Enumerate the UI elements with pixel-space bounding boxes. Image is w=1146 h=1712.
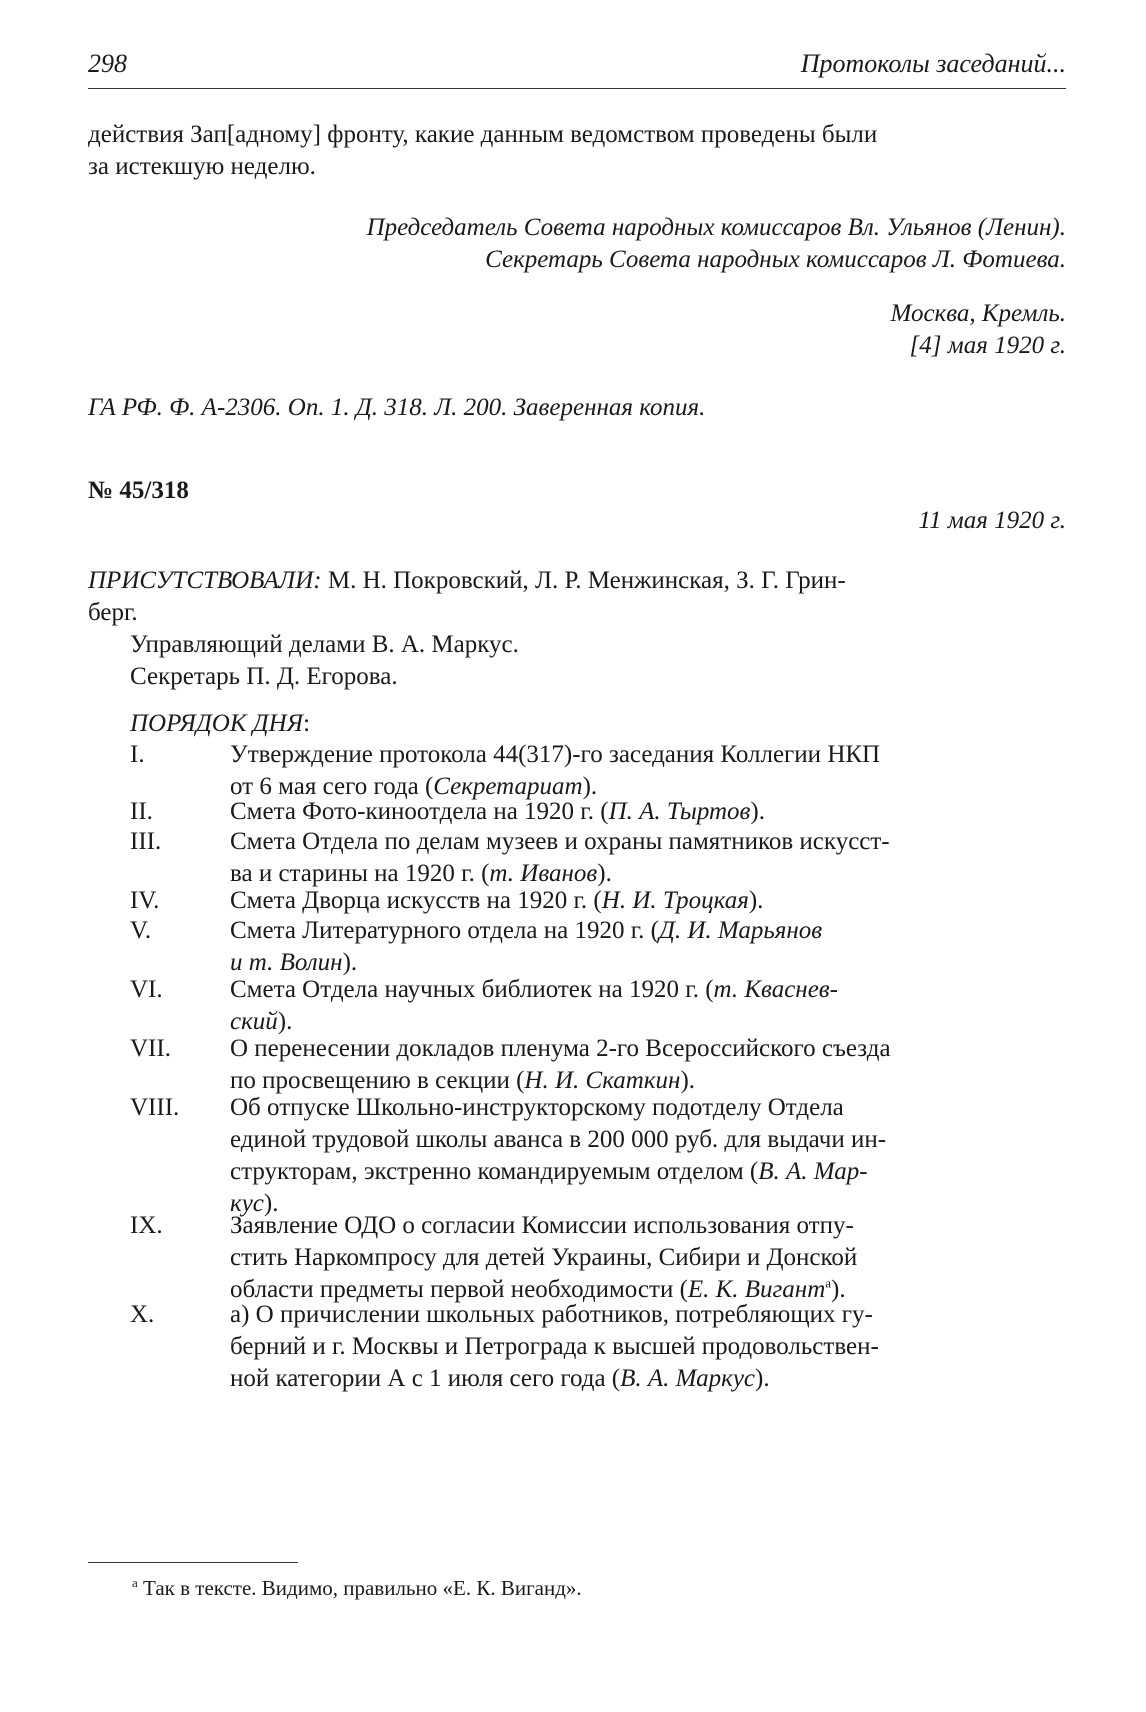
agenda-item: IX. Заявление ОДО о согласии Комиссии использования отпу- стить Наркомпросу для детей Украины, Сибири и Донской области предметы первой необходимости (Е. К. Вигант$^а$). <box>130 1210 1066 1306</box>
item-number: VI. <box>130 976 163 1003</box>
item-number: X. <box>130 1301 155 1328</box>
agenda-item: VI. Смета Отдела научных библиотек на 1920 г. (т. Кваснев- ский). <box>130 974 1066 1038</box>
item-number: VII. <box>130 1035 171 1062</box>
protocol-number: № 45/318 <box>88 477 189 504</box>
footnote-mark: а <box>825 1275 832 1291</box>
footnote-text: Так в тексте. Видимо, правильно «Е. К. Виганд». <box>137 1576 582 1600</box>
present-names-cont: берг. <box>88 599 138 626</box>
agenda-item: V. Смета Литературного отдела на 1920 г. (Д. И. Марьянов и т. Волин). <box>130 915 1066 979</box>
date: [4] мая 1920 г. <box>909 332 1066 359</box>
footnote-divider <box>88 1562 298 1563</box>
secretary: Секретарь П. Д. Егорова. <box>130 663 398 690</box>
chairman-signature: Председатель Совета народных комиссаров Вл. Ульянов (Ленин). <box>366 214 1066 241</box>
archive-reference: ГА РФ. Ф. А-2306. Оп. 1. Д. 318. Л. 200. Заверенная копия. <box>88 394 706 421</box>
agenda-heading: ПОРЯДОК ДНЯ: <box>130 710 311 737</box>
footnote-mark: а <box>132 1575 138 1590</box>
place-date <box>88 298 1066 362</box>
present-names: М. Н. Покровский, Л. Р. Менжинская, З. Г. Грин- <box>321 567 846 594</box>
agenda-item: I. Утверждение протокола 44(317)-го заседания Коллегии НКП от 6 мая сего года (Секретариат). <box>130 739 1066 803</box>
running-title: Протоколы заседаний... <box>800 49 1066 78</box>
intro-line: действия Зап[адному] фронту, какие данным ведомством проведены были <box>88 121 878 148</box>
page-number: 298 <box>88 49 127 78</box>
agenda-item: VII. О перенесении докладов пленума 2-го Всероссийского съезда по просвещению в секции (Н. И. Скаткин). <box>130 1033 1066 1097</box>
agenda-item: III. Смета Отдела по делам музеев и охраны памятников искусст- ва и старины на 1920 г. (т. Иванов). <box>130 826 1066 890</box>
agenda-item: VIII. Об отпуске Школьно-инструкторскому подотделу Отдела единой трудовой школы аванса в 200 000 руб. для выдачи ин- структорам, экстренно командируемым отделом (В. А. Мар- кус). <box>130 1092 1066 1220</box>
intro-line: за истекшую неделю. <box>88 153 316 180</box>
item-number: I. <box>130 741 145 768</box>
place: Москва, Кремль. <box>890 300 1066 327</box>
agenda-item: IV. Смета Дворца искусств на 1920 г. (Н. И. Троцкая). <box>130 885 1066 917</box>
signatures <box>88 212 1066 276</box>
page-header <box>88 48 1066 89</box>
item-number: II. <box>130 798 153 825</box>
present-section <box>88 565 1066 693</box>
protocol-date: 11 мая 1920 г. <box>918 507 1066 534</box>
secretary-signature: Секретарь Совета народных комиссаров Л. Фотиева. <box>485 246 1066 273</box>
agenda-item: II. Смета Фото-киноотдела на 1920 г. (П. А. Тыртов). <box>130 796 1066 828</box>
footnote <box>132 1572 582 1604</box>
item-number: IV. <box>130 887 160 914</box>
item-number: III. <box>130 828 162 855</box>
agenda-label: ПОРЯДОК ДНЯ <box>130 710 304 737</box>
item-number: V. <box>130 917 152 944</box>
item-number: VIII. <box>130 1094 180 1121</box>
agenda-item: X. а) О причислении школьных работников, потребляющих гу- берний и г. Москвы и Петрограда к высшей продовольствен- ной категории А с 1 июля сего года (В. А. Маркус). <box>130 1299 1066 1395</box>
item-number: IX. <box>130 1212 163 1239</box>
present-label: ПРИСУТСТВОВАЛИ: <box>88 567 322 594</box>
manager: Управляющий делами В. А. Маркус. <box>130 631 519 658</box>
intro-paragraph <box>88 119 1066 183</box>
